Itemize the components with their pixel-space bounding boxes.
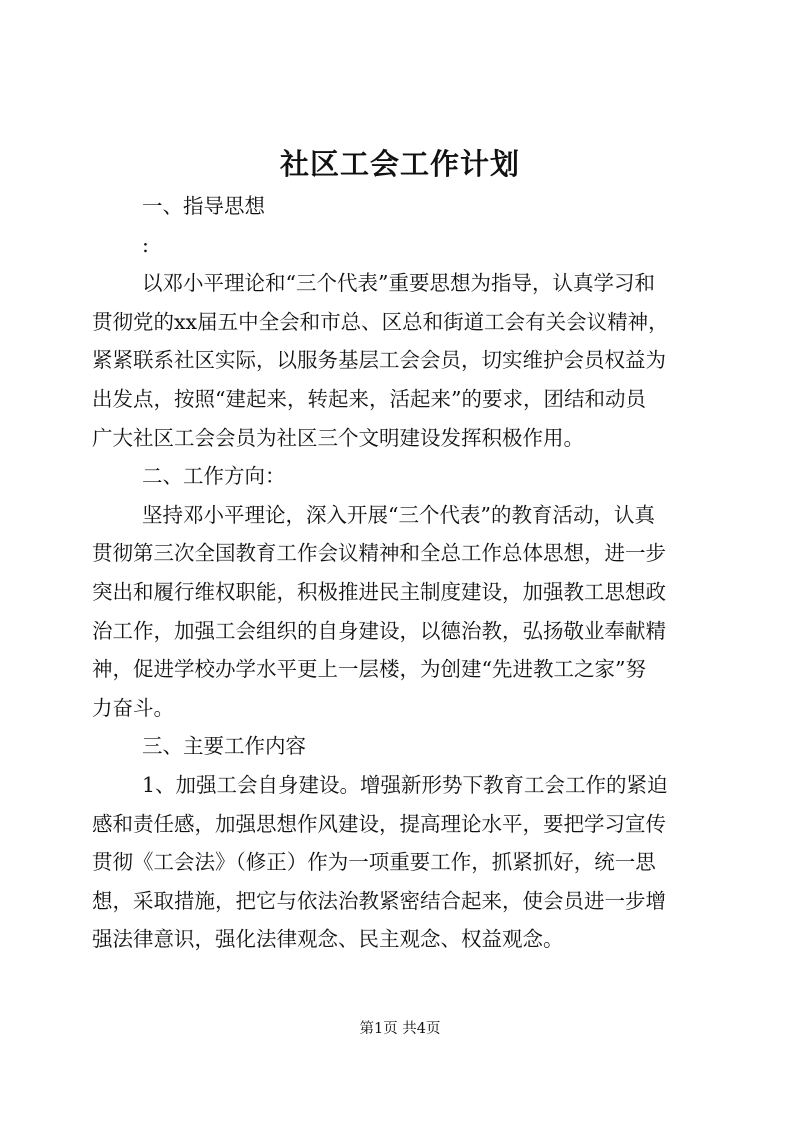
- section-heading: 三、主要工作内容: [142, 734, 306, 759]
- paragraph-line: 以邓小平理论和“三个代表”重要思想为指导，认真学习和: [142, 271, 655, 296]
- colon-line: :: [142, 232, 149, 257]
- paragraph-line: 贯彻《工会法》（修正）作为一项重要工作，抓紧抓好，统一思: [92, 850, 656, 875]
- section-heading: 二、工作方向：: [142, 464, 286, 489]
- paragraph-line: 广大社区工会会员为社区三个文明建设发挥积极作用。: [92, 425, 584, 450]
- paragraph-line: 1、加强工会自身建设。增强新形势下教育工会工作的紧迫: [142, 772, 668, 797]
- paragraph-line: 强法律意识，强化法律观念、民主观念、权益观念。: [92, 927, 564, 952]
- paragraph-line: 出发点，按照“建起来，转起来，活起来”的要求，团结和动员: [92, 386, 646, 411]
- section-heading: 一、指导思想: [142, 194, 265, 218]
- paragraph-line: 想，采取措施，把它与依法治教紧密结合起来，使会员进一步增: [92, 888, 666, 913]
- paragraph-line: 神，促进学校办学水平更上一层楼，为创建“先进教工之家”努: [92, 657, 646, 682]
- page-number-footer: 第1页 共4页: [359, 1021, 441, 1037]
- paragraph-line: 坚持邓小平理论，深入开展“三个代表”的教育活动，认真: [142, 502, 655, 527]
- paragraph-line: 感和责任感，加强思想作风建设，提高理论水平，要把学习宣传: [92, 811, 666, 836]
- paragraph-line: 贯彻第三次全国教育工作会议精神和全总工作总体思想，进一步: [92, 541, 666, 566]
- paragraph-line: 贯彻党的xx届五中全会和市总、区总和街道工会有关会议精神，: [92, 309, 669, 334]
- paragraph-line: 力奋斗。: [92, 695, 174, 720]
- document-body: [92, 187, 716, 959]
- paragraph-line: 紧紧联系社区实际，以服务基层工会会员，切实维护会员权益为: [92, 348, 666, 373]
- paragraph-line: 治工作，加强工会组织的自身建设，以德治教，弘扬敬业奉献精: [92, 618, 666, 643]
- paragraph-line: 突出和履行维权职能，积极推进民主制度建设，加强教工思想政: [92, 579, 666, 604]
- document-title: 社区工会工作计划: [279, 147, 520, 181]
